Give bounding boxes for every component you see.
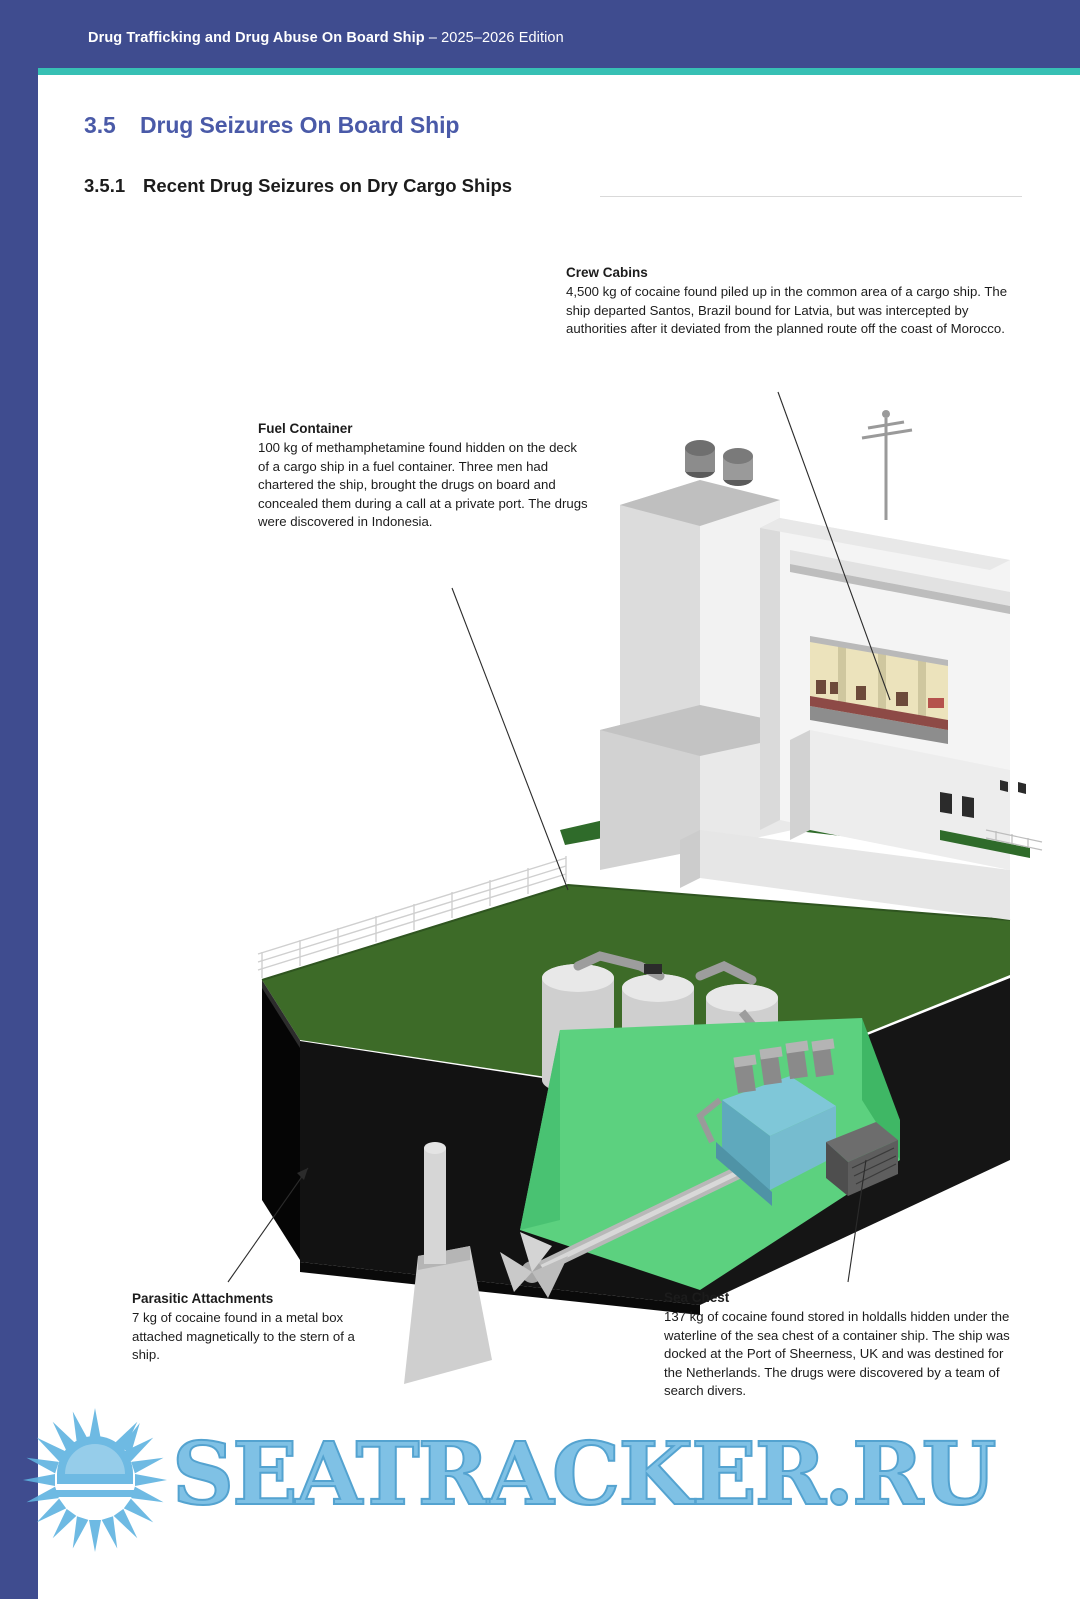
subsection-heading-number: 3.5.1 <box>84 175 126 196</box>
section-heading-title: Drug Seizures On Board Ship <box>140 112 460 138</box>
subsection-heading-title: Recent Drug Seizures on Dry Cargo Ships <box>143 175 513 196</box>
callout-fuel-container <box>258 421 588 532</box>
callout-title: Fuel Container <box>258 421 353 436</box>
page-header-teal-rule <box>38 68 1080 75</box>
callout-body: 4,500 kg of cocaine found piled up in the common area of a cargo ship. The ship departed Santos, Brazil bound for Latvia, but was intercepted by authorities after it deviated from the planned route off the coast of Morocco. <box>566 284 1008 337</box>
callout-body: 7 kg of cocaine found in a metal box attached magnetically to the stern of a ship. <box>132 1310 355 1363</box>
callout-sea-chest <box>664 1290 1024 1401</box>
running-header <box>88 30 564 46</box>
callout-crew-cabins <box>566 265 1018 339</box>
running-header-title: Drug Trafficking and Drug Abuse On Board Ship <box>88 30 425 46</box>
callout-parasitic-attachments <box>132 1291 382 1365</box>
page-number: 46 <box>78 1498 95 1515</box>
section-heading <box>84 112 459 139</box>
subsection-divider <box>600 196 1022 197</box>
callout-title: Sea Chest <box>664 1290 730 1305</box>
callout-title: Crew Cabins <box>566 265 648 280</box>
section-heading-number: 3.5 <box>84 112 116 138</box>
mast <box>862 418 912 520</box>
callout-body: 137 kg of cocaine found stored in holdalls hidden under the waterline of the sea chest of a container ship. The ship was docked at the Port of Sheerness, UK and was destined for the Netherlands. The drugs were discovered by a team of search divers. <box>664 1309 1010 1399</box>
callout-body: 100 kg of methamphetamine found hidden on the deck of a cargo ship in a fuel container. Three men had chartered the ship, brought the drugs on board and concealed them during a call at a private port. The drugs were discovered in Indonesia. <box>258 440 588 530</box>
running-header-edition: – 2025–2026 Edition <box>428 30 564 46</box>
watermark-text: SEATRACKER.RU <box>172 1424 995 1525</box>
callout-title: Parasitic Attachments <box>132 1291 274 1306</box>
subsection-heading <box>84 175 512 197</box>
funnel-exhaust-pipes <box>685 440 753 486</box>
